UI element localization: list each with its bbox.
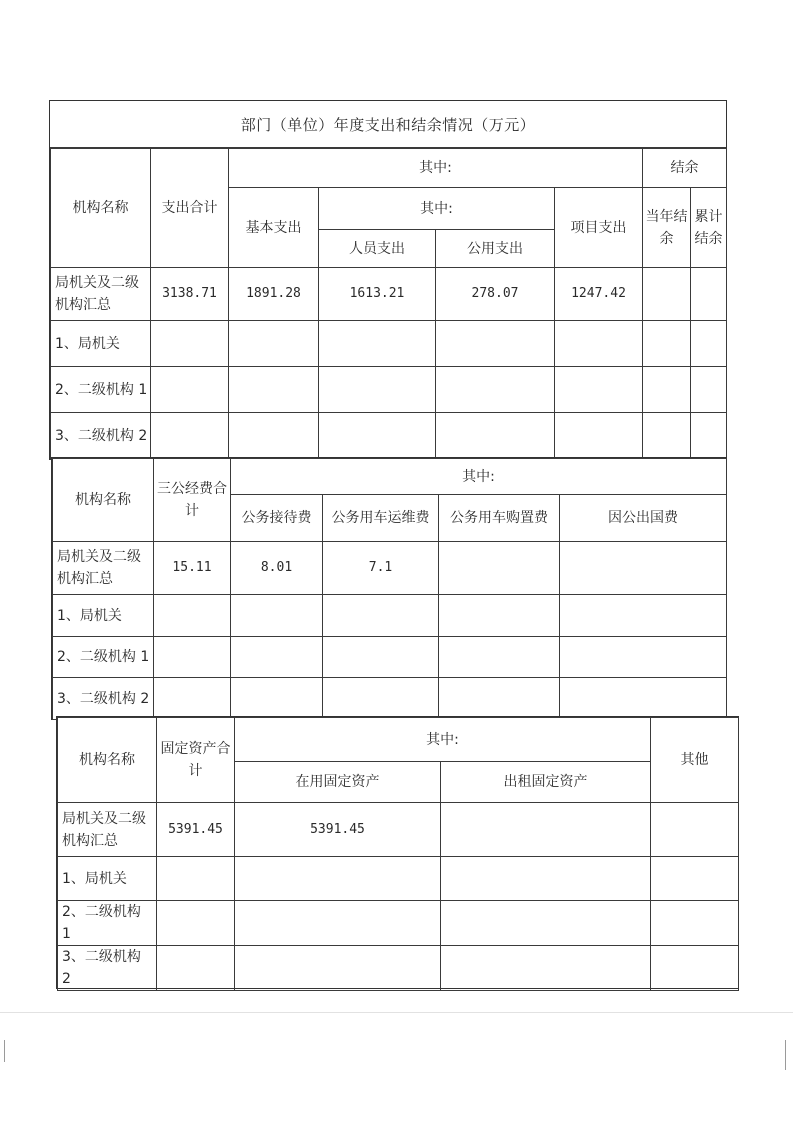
header-of-which-2: 其中:	[231, 459, 727, 495]
cell-other	[651, 803, 739, 857]
header-assets-in-use: 在用固定资产	[235, 762, 441, 803]
cell-assets-in-use: 5391.45	[235, 803, 441, 857]
table-row	[53, 542, 727, 595]
row-label-sub1: 2、二级机构 1	[51, 367, 151, 413]
table-row	[53, 595, 727, 637]
cell-assets-leased	[441, 803, 651, 857]
cell-basic: 1891.28	[229, 268, 319, 321]
table-row	[53, 678, 727, 720]
table-row	[58, 857, 739, 901]
row-label-bureau-2: 1、局机关	[53, 595, 154, 637]
header-org-name: 机构名称	[51, 149, 151, 268]
expenditure-frame	[49, 100, 727, 460]
header-reception: 公务接待费	[231, 495, 323, 542]
header-project-spend: 项目支出	[555, 188, 643, 268]
cell-personnel: 1613.21	[319, 268, 436, 321]
header-of-which: 其中:	[229, 149, 643, 188]
header-three-public-total: 三公经费合计	[154, 459, 231, 542]
table-row	[58, 901, 739, 946]
row-label-sub2-2: 3、二级机构 2	[53, 678, 154, 720]
row-label-summary-3: 局机关及二级机构汇总	[58, 803, 157, 857]
header-basic-of-which: 其中:	[319, 188, 555, 230]
row-label-summary-2: 局机关及二级机构汇总	[53, 542, 154, 595]
table-row	[51, 367, 727, 413]
header-personnel-spend: 人员支出	[319, 230, 436, 268]
header-vehicle-maintenance: 公务用车运维费	[323, 495, 439, 542]
fixed-assets-table	[57, 717, 739, 991]
expenditure-table	[50, 148, 727, 460]
cell-cumulative-balance	[691, 268, 727, 321]
header-basic-spend: 基本支出	[229, 188, 319, 268]
header-balance: 结余	[643, 149, 727, 188]
header-assets-leased: 出租固定资产	[441, 762, 651, 803]
header-org-name-3: 机构名称	[58, 718, 157, 803]
cell-public: 278.07	[436, 268, 555, 321]
table-row	[58, 946, 739, 991]
cell-overseas	[560, 542, 727, 595]
header-total-spend: 支出合计	[151, 149, 229, 268]
scan-edge-mark	[4, 1040, 5, 1062]
three-public-frame	[51, 457, 727, 720]
scan-edge-mark	[785, 1040, 786, 1070]
cell-project: 1247.42	[555, 268, 643, 321]
table-row	[51, 268, 727, 321]
header-vehicle-purchase: 公务用车购置费	[439, 495, 560, 542]
table-title: 部门（单位）年度支出和结余情况（万元）	[50, 101, 726, 148]
header-of-which-3: 其中:	[235, 718, 651, 762]
table-row	[58, 803, 739, 857]
cell-three-public-total: 15.11	[154, 542, 231, 595]
row-label-sub2-3: 3、二级机构 2	[58, 946, 157, 991]
cell-reception: 8.01	[231, 542, 323, 595]
page-divider	[0, 1012, 793, 1013]
fixed-assets-frame	[56, 716, 739, 989]
cell-fixed-assets-total: 5391.45	[157, 803, 235, 857]
cell-total: 3138.71	[151, 268, 229, 321]
cell-vehicle-purchase	[439, 542, 560, 595]
row-label-sub1-3: 2、二级机构 1	[58, 901, 157, 946]
header-year-balance: 当年结余	[643, 188, 691, 268]
cell-vehicle-maintenance: 7.1	[323, 542, 439, 595]
table-row	[51, 321, 727, 367]
row-label-bureau: 1、局机关	[51, 321, 151, 367]
cell-year-balance	[643, 268, 691, 321]
row-label-summary: 局机关及二级机构汇总	[51, 268, 151, 321]
row-label-sub2: 3、二级机构 2	[51, 413, 151, 460]
expenditure-section	[50, 148, 726, 459]
three-public-table	[52, 458, 727, 720]
header-other: 其他	[651, 718, 739, 803]
header-fixed-assets-total: 固定资产合计	[157, 718, 235, 803]
header-org-name-2: 机构名称	[53, 459, 154, 542]
row-label-bureau-3: 1、局机关	[58, 857, 157, 901]
header-cumulative-balance: 累计结余	[691, 188, 727, 268]
header-public-spend: 公用支出	[436, 230, 555, 268]
table-row	[53, 637, 727, 678]
table-row	[51, 413, 727, 460]
header-overseas: 因公出国费	[560, 495, 727, 542]
row-label-sub1-2: 2、二级机构 1	[53, 637, 154, 678]
